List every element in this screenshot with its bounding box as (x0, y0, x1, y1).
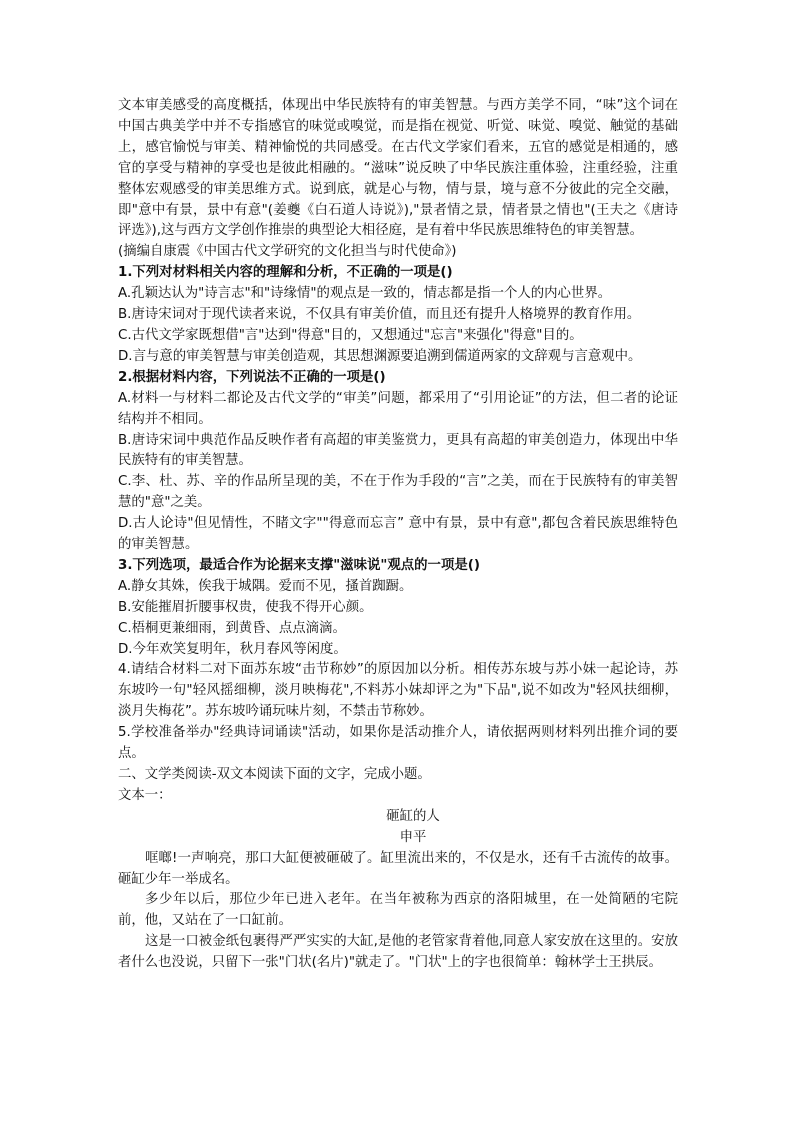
question-3-stem: 3.下列选项，最适合作为论据来支撑"滋味说"观点的一项是() (118, 557, 480, 573)
source-citation: (摘编自康震《中国古代文学研究的文化担当与时代使命》) (118, 244, 457, 260)
document-page (118, 96, 678, 974)
question-3-option-b: B.安能摧眉折腰事权贵，使我不得开心颜。 (118, 599, 373, 615)
question-3-option-c: C.梧桐更兼细雨，到黄昏、点点滴滴。 (118, 620, 346, 636)
question-1-option-b: B.唐诗宋词对于现代读者来说，不仅具有审美价值，而且还有提升人格境界的教育作用。 (118, 307, 641, 323)
question-4: 4.请结合材料二对下面苏东坡“击节称妙”的原因加以分析。相传苏东坡与苏小妹一起论诗，苏东坡吟一句"轻风摇细柳，淡月映梅花",不料苏小妹却评之为"下品",说不如改为"轻风扶细柳，淡月失梅花”。苏东坡吟诵玩味片刻，不禁击节称妙。 (118, 662, 678, 720)
text-1-label: 文本一： (118, 787, 172, 803)
question-1-stem: 1.下列对材料相关内容的理解和分析，不正确的一项是() (118, 265, 453, 281)
question-2-option-a: A.材料一与材料二都论及古代文学的“审美”问题，都采用了“引用论证”的方法，但二者的论证结构并不相同。 (118, 390, 678, 427)
story-paragraph-2: 多少年以后，那位少年已进入老年。在当年被称为西京的洛阳城里，在一处简陋的宅院前，他，又站在了一口缸前。 (118, 892, 678, 929)
question-2-option-c: C.李、杜、苏、辛的作品所呈现的美，不在于作为手段的“言”之美，而在于民族特有的审美智慧的"意"之美。 (118, 474, 678, 511)
question-1-option-a: A.孔颖达认为"诗言志"和"诗缘情"的观点是一致的，情志都是指一个人的内心世界。 (118, 286, 612, 302)
question-2-option-b: B.唐诗宋词中典范作品反映作者有高超的审美鉴赏力，更具有高超的审美创造力，体现出中华民族特有的审美智慧。 (118, 432, 678, 469)
question-2-stem: 2.根据材料内容，下列说法不正确的一项是() (118, 369, 386, 385)
section-2-heading: 二、文学类阅读-双文本阅读下面的文字，完成小题。 (118, 767, 431, 782)
passage-intro: 文本审美感受的高度概括，体现出中华民族特有的审美智慧。与西方美学不同，“味”这个词在中国古典美学中并不专指感官的味觉或嗅觉，而是指在视觉、听觉、味觉、嗅觉、触觉的基础上，感官愉悦与审美、精神愉悦的共同感受。在古代文学家们看来，五官的感觉是相通的，感官的享受与精神的享受也是彼此相融的。“滋味”说反映了中华民族注重体验，注重经验，注重整体宏观感受的审美思维方式。说到底，就是心与物，情与景，境与意不分彼此的完全交融，即"意中有景，景中有意"(姜夔《白石道人诗说》),"景者情之景，情者景之情也"(王夫之《唐诗评选》),这与西方文学创作推崇的典型论大相径庭，是有着中华民族思维特色的审美智慧。 (118, 98, 678, 239)
question-1-option-c: C.古代文学家既想借"言"达到"得意"目的，又想通过"忘言"来强化"得意"目的。 (118, 327, 583, 343)
story-paragraph-3: 这是一口被金纸包裹得严严实实的大缸,是他的老管家背着他,同意人家安放在这里的。安放者什么也没说，只留下一张"门状(名片)"就走了。"门状"上的字也很简单：翰林学士王拱辰。 (118, 934, 678, 971)
question-1-option-d: D.言与意的审美智慧与审美创造观，其思想渊源要追溯到儒道两家的文辞观与言意观中。 (118, 348, 642, 364)
story-title: 砸缸的人 (386, 808, 440, 824)
question-2-option-d: D.古人论诗"但见情性，不睹文字""得意而忘言” 意中有景，景中有意",都包含着民族思维特色的审美智慧。 (118, 516, 678, 553)
question-3-option-a: A.静女其姝，俟我于城隅。爱而不见，搔首踟蹰。 (118, 578, 413, 594)
question-3-option-d: D.今年欢笑复明年，秋月春风等闲度。 (118, 641, 347, 657)
story-paragraph-1: 哐啷!一声响亮，那口大缸便被砸破了。缸里流出来的，不仅是水，还有千古流传的故事。砸缸少年一举成名。 (118, 850, 678, 887)
question-5: 5.学校准备举办"经典诗词诵读"活动，如果你是活动推介人，请依据两则材料列出推介词的要点。 (118, 725, 678, 762)
story-author: 申平 (399, 829, 427, 845)
